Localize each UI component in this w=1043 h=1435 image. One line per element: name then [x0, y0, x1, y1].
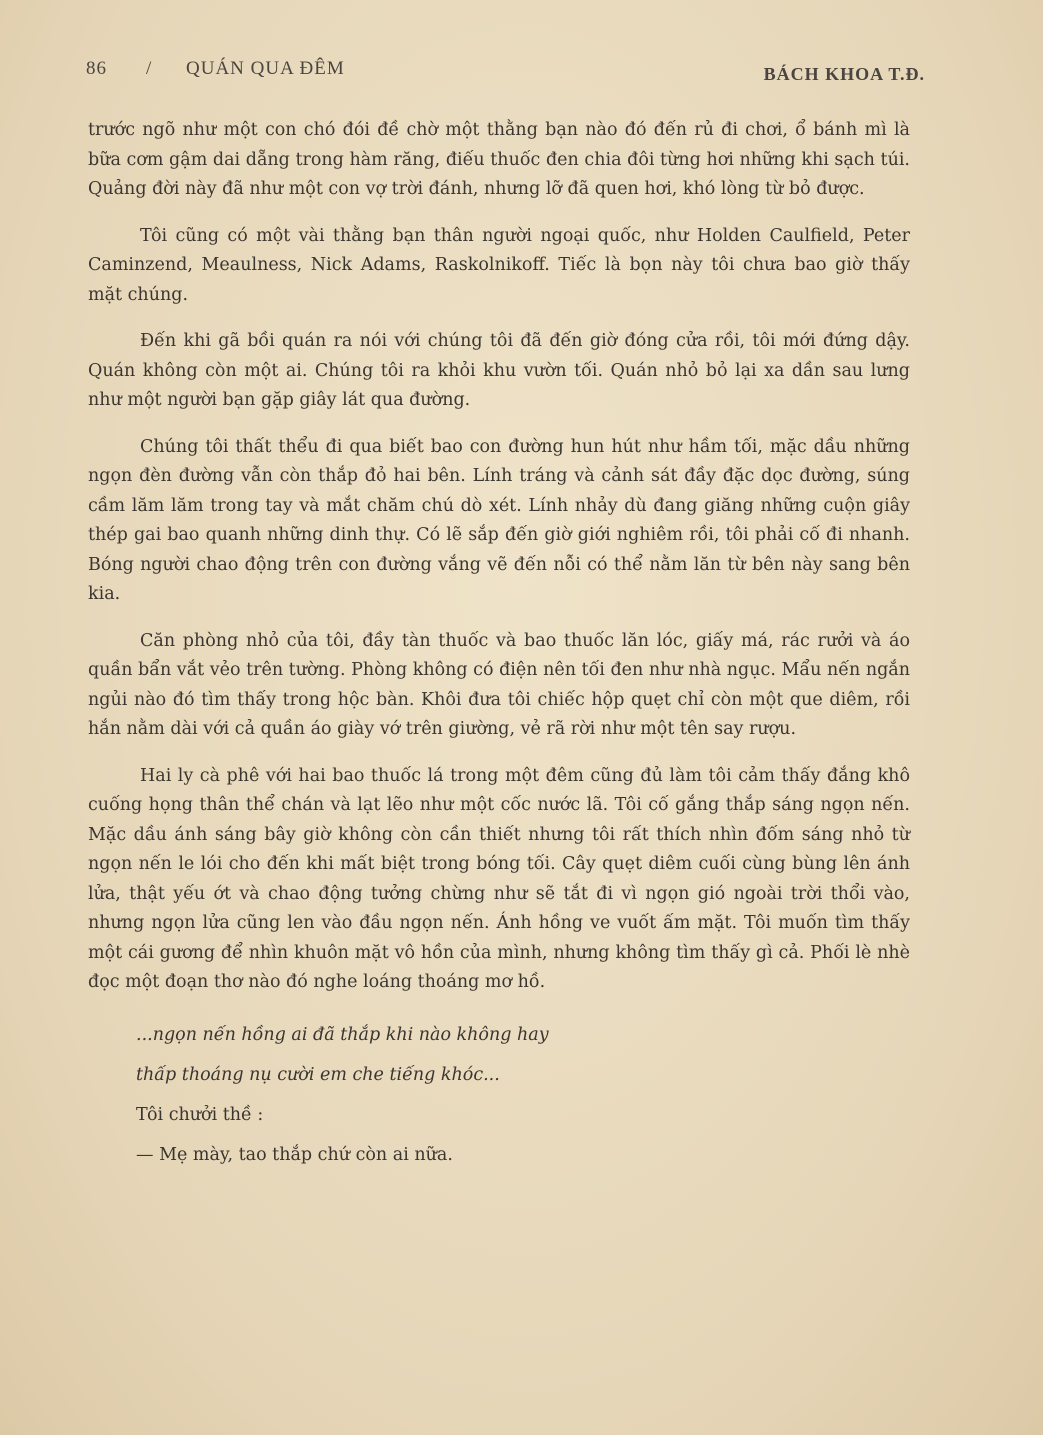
page-number: 86: [86, 58, 107, 79]
paragraph-6: Hai ly cà phê với hai bao thuốc lá trong một đêm cũng đủ làm tôi cảm thấy đắng khô cuống họng thân thể chán và lạt lẽo như một cốc nước lã. Tôi cố gắng thắp sáng ngọn nến. Mặc dầu ánh sáng bây giờ không còn cần thiết nhưng tôi rất thích nhìn đốm sáng nhỏ từ ngọn nến le lói cho đến khi mất biệt trong bóng tối. Cây quẹt diêm cuối cùng bùng lên ánh lửa, thật yếu ớt và chao động tưởng chừng như sẽ tắt đi vì ngọn gió ngoài trời thổi vào, nhưng ngọn lửa cũng len vào đầu ngọn nến. Ánh hồng ve vuốt ấm mặt. Tôi muốn tìm thấy một cái gương để nhìn khuôn mặt vô hồn của mình, nhưng không tìm thấy gì cả. Phối lè nhè đọc một đoạn thơ nào đó nghe loáng thoáng mơ hồ.: [88, 765, 910, 992]
dialog-line-1: Tôi chưởi thề :: [136, 1104, 264, 1125]
paragraph-1: trước ngõ như một con chó đói đề chờ một thằng bạn nào đó đến rủ đi chơi, ổ bánh mì là bữa cơm gậm dai dẵng trong hàm răng, điếu thuốc đen chia đôi từng hơi những khi sạch túi. Quảng đời này đã như một con vợ trời đánh, nhưng lỡ đã quen hơi, khó lòng từ bỏ được.: [88, 120, 910, 199]
dialog: [136, 1095, 910, 1175]
page-header: [86, 58, 925, 88]
header-separator: /: [146, 58, 153, 79]
poem-line-2: thấp thoáng nụ cười em che tiếng khóc...: [136, 1064, 500, 1085]
paragraph-2: Tôi cũng có một vài thằng bạn thân người ngoại quốc, như Holden Caulfield, Peter Caminzend, Meaulness, Nick Adams, Raskolnikoff. Tiếc là bọn này tôi chưa bao giờ thấy mặt chúng.: [88, 225, 910, 305]
paragraph-3: Đến khi gã bồi quán ra nói với chúng tôi đã đến giờ đóng cửa rồi, tôi mới đứng dậy. Quán không còn một ai. Chúng tôi ra khỏi khu vườn tối. Quán nhỏ bỏ lại xa dần sau lưng như một người bạn gặp giây lát qua đường.: [88, 331, 910, 410]
poem-quote: [136, 1015, 910, 1095]
magazine-title: BÁCH KHOA T.Đ.: [763, 64, 925, 84]
dialog-line-2: — Mẹ mày, tao thắp chứ còn ai nữa.: [136, 1144, 453, 1165]
paragraph-5: Căn phòng nhỏ của tôi, đầy tàn thuốc và bao thuốc lăn lóc, giấy má, rác rưởi và áo quần bẩn vắt vẻo trên tường. Phòng không có điện nên tối đen như nhà ngục. Mẩu nến ngắn ngủi nào đó tìm thấy trong hộc bàn. Khôi đưa tôi chiếc hộp quẹt chỉ còn một que diêm, rồi hắn nằm dài với cả quần áo giày vớ trên giường, vẻ rã rời như một tên say rượu.: [88, 630, 910, 739]
section-title: QUÁN QUA ĐÊM: [186, 58, 345, 79]
poem-line-1: ...ngọn nến hồng ai đã thắp khi nào không hay: [136, 1024, 549, 1045]
article-body: [88, 116, 910, 1175]
paragraph-4: Chúng tôi thất thểu đi qua biết bao con đường hun hút như hầm tối, mặc dầu những ngọn đèn đường vẫn còn thắp đỏ hai bên. Lính tráng và cảnh sát đầy đặc dọc đường, súng cầm lăm lăm trong tay và mắt chăm chú dò xét. Lính nhảy dù đang giăng những cuộn giây thép gai bao quanh những dinh thự. Có lẽ sắp đến giờ giới nghiêm rồi, tôi phải cố đi nhanh. Bóng người chao động trên con đường vắng vẽ đến nỗi có thể nằm lăn từ bên này sang bên kia.: [88, 436, 910, 604]
